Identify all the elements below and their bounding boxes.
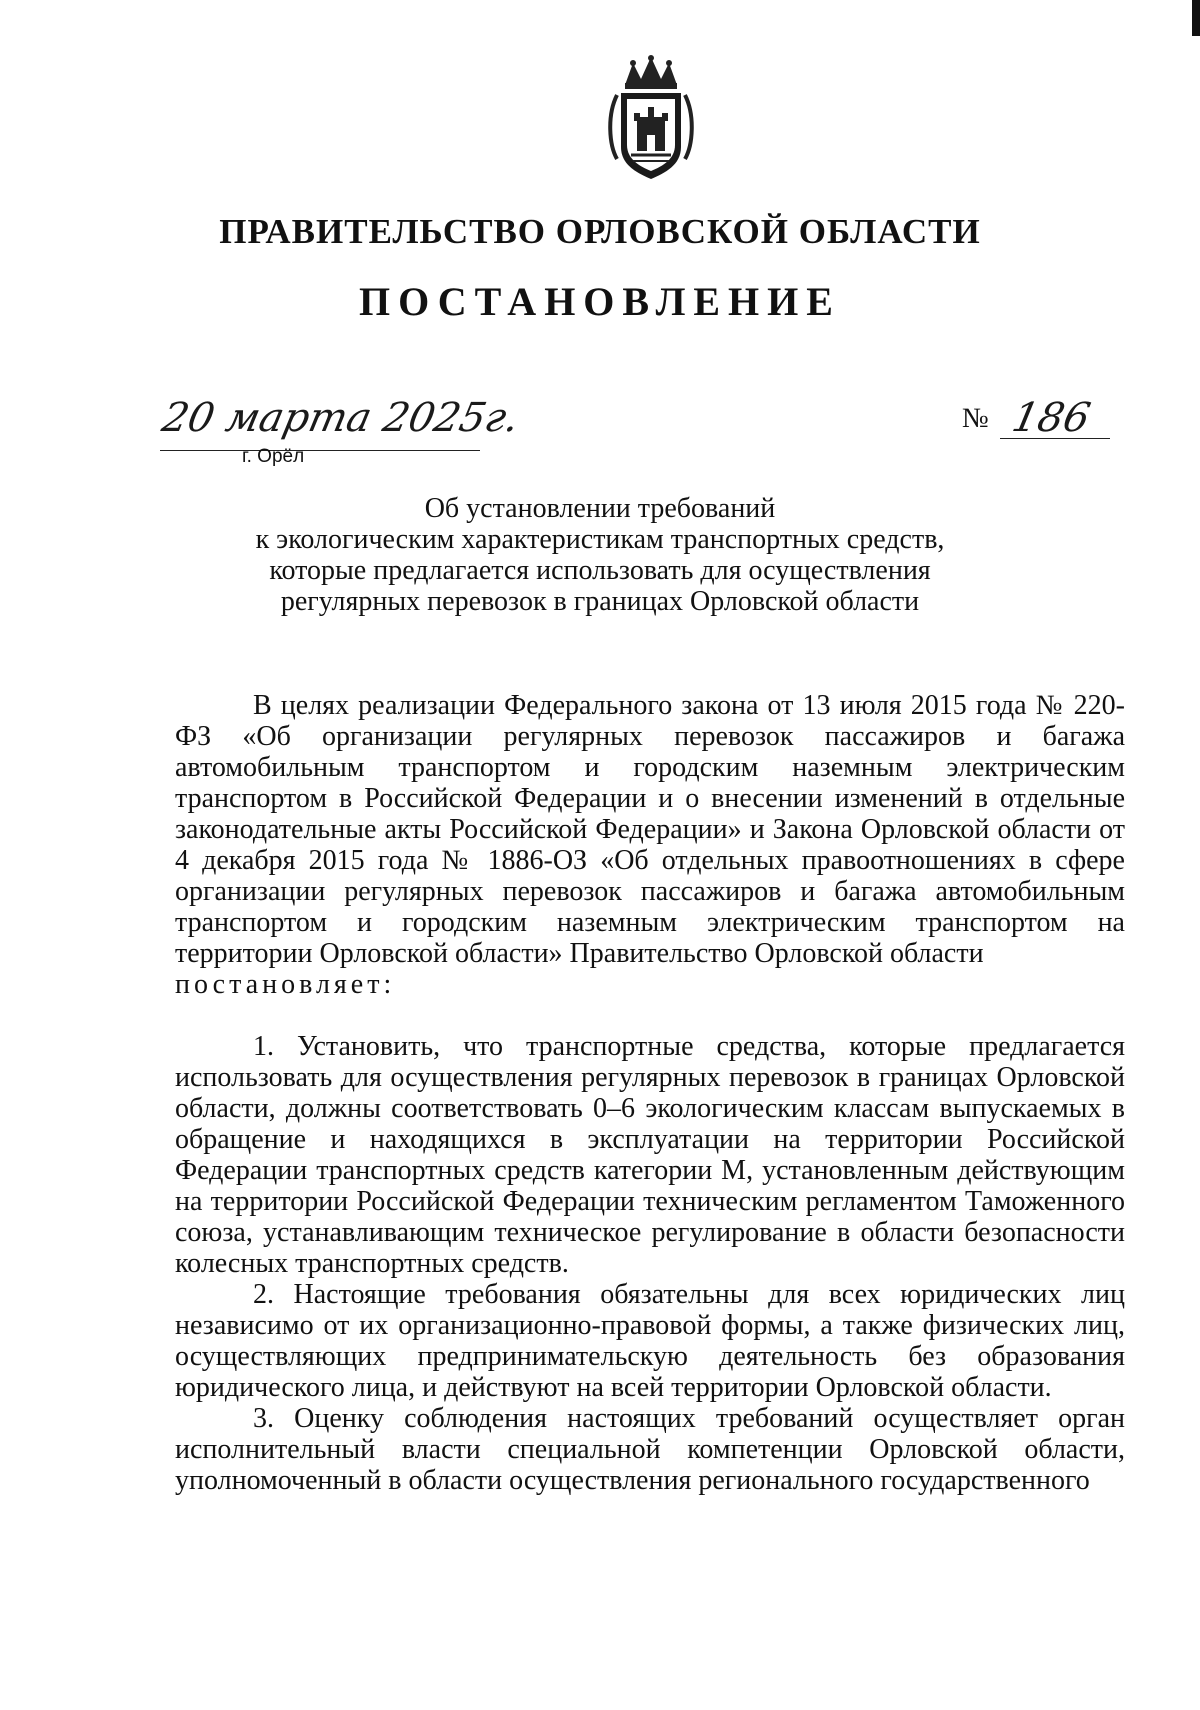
document-body xyxy=(175,690,1125,1496)
coat-of-arms-emblem xyxy=(603,55,699,181)
document-type: ПОСТАНОВЛЕНИЕ xyxy=(359,279,841,324)
paragraph-1: 1. Установить, что транспортные средства, которые предлагается использовать для осуществления регулярных перевозок в границах Орловской области, должны соответствовать 0–6 экологическим классам выпускаемых в обращение и находящихся в эксплуатации на территории Российской Федерации транспортных средств категории М, установленным действующим на территории Российской Федерации техническим регламентом Таможенного союза, устанавливающим техническое регулирование в области безопасности колесных транспортных средств. xyxy=(175,1031,1125,1279)
city-name: г. Орёл xyxy=(242,446,305,467)
handwritten-number: 186 xyxy=(1008,395,1095,441)
preamble-paragraph xyxy=(175,690,1125,969)
preamble-text: В целях реализации Федерального закона от 13 июля 2015 года № 220-ФЗ «Об организации регулярных перевозок пассажиров и багажа автомобильным транспортом и городским наземным электрическим транспортом в Российской Федерации и о внесении изменений в отдельные законодательные акты Российской Федерации» и Закона Орловской области от 4 декабря 2015 года № 1886-ОЗ «Об отдельных правоотношениях в сфере организации регулярных перевозок пассажиров и багажа автомобильным транспортом и городским наземным электрическим транспортом на территории Орловской области» Правительство Орловской области xyxy=(175,690,1125,969)
paragraph-gap xyxy=(175,1000,1125,1031)
organization-name: ПРАВИТЕЛЬСТВО ОРЛОВСКОЙ ОБЛАСТИ xyxy=(219,212,981,251)
title-line: Об установлении требований xyxy=(424,493,776,524)
scan-edge-mark xyxy=(1192,0,1200,36)
title-line: к экологическим характеристикам транспортных средств, xyxy=(255,524,945,555)
title-line: регулярных перевозок в границах Орловской области xyxy=(280,586,920,617)
number-label: № xyxy=(962,403,989,434)
resolves-word: постановляет: xyxy=(175,969,396,1000)
handwritten-date: 20 марта 2025г. xyxy=(158,395,524,441)
paragraph-3: 3. Оценку соблюдения настоящих требований осуществляет орган исполнительный власти специальной компетенции Орловской области, уполномоченный в области осуществления регионального государственного xyxy=(175,1403,1125,1496)
paragraph-2: 2. Настоящие требования обязательны для всех юридических лиц независимо от их организационно-правовой формы, а также физических лиц, осуществляющих предпринимательскую деятельность без образования юридического лица, и действуют на всей территории Орловской области. xyxy=(175,1279,1125,1403)
document-title xyxy=(200,493,1000,617)
title-line: которые предлагается использовать для осуществления xyxy=(269,555,931,586)
